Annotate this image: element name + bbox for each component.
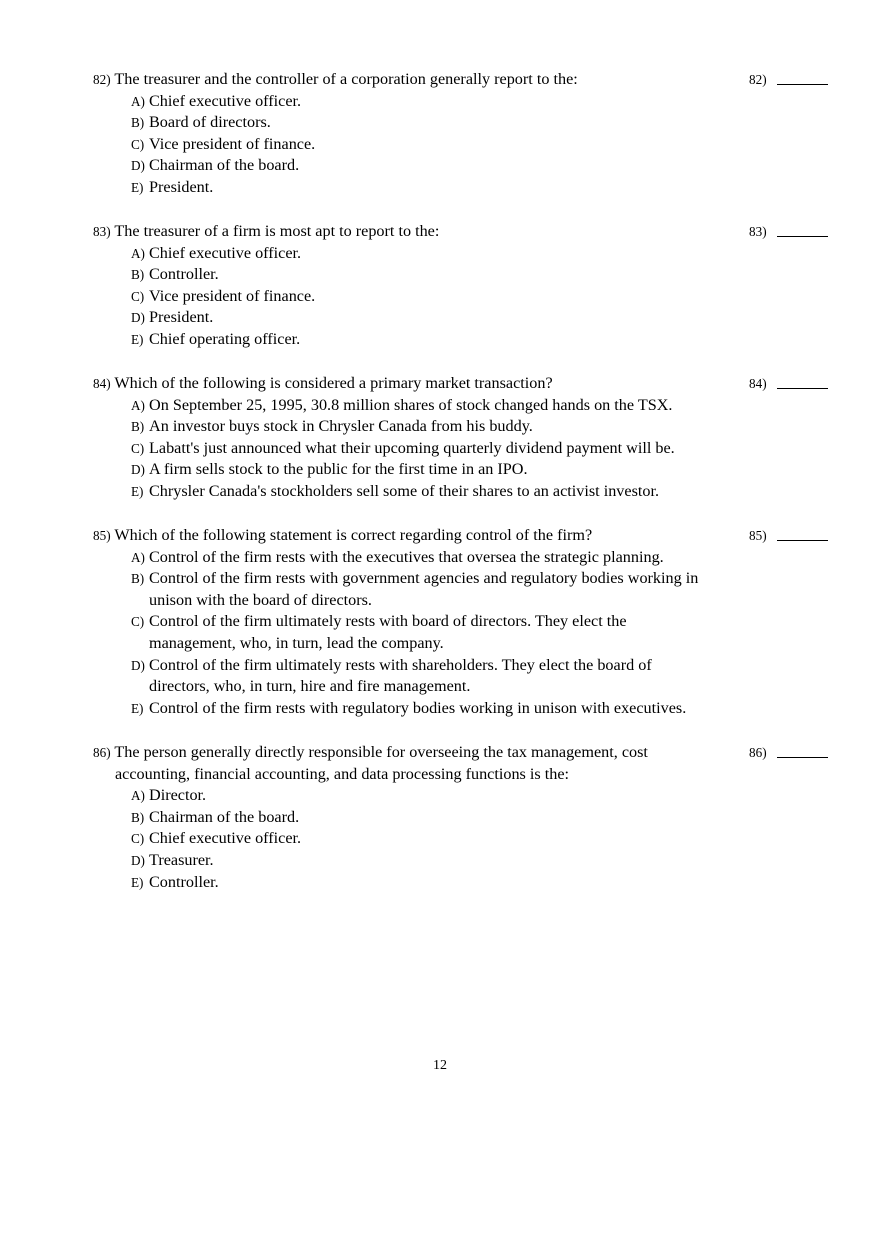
answer-blank-line[interactable] [777, 540, 828, 541]
question-number: 86) [93, 745, 111, 760]
option-d [93, 850, 769, 872]
option-letter: E) [131, 700, 144, 716]
option-letter: A) [131, 245, 145, 261]
answer-blank-line[interactable] [777, 84, 828, 85]
option-text: Control of the firm rests with government agencies and regulatory bodies working in unison with the board of directors. [149, 569, 699, 609]
option-list [93, 547, 833, 720]
option-letter: A) [131, 397, 145, 413]
answer-number: 84) [749, 376, 767, 391]
answer-number: 85) [749, 528, 767, 543]
option-letter: C) [131, 288, 145, 304]
option-letter: B) [131, 809, 145, 825]
option-letter: D) [131, 657, 145, 673]
option-c [93, 134, 769, 156]
question-text-line2: accounting, financial accounting, and data processing functions is the: [115, 764, 570, 783]
answer-slot-86 [749, 742, 829, 764]
page-number: 12 [433, 1058, 447, 1073]
option-list [93, 395, 833, 503]
option-text: A firm sells stock to the public for the first time in an IPO. [149, 460, 528, 479]
option-c [93, 611, 769, 654]
question-stem [93, 742, 723, 785]
question-text-line1: The person generally directly responsible for overseeing the tax management, cost [114, 743, 648, 761]
option-a [93, 91, 769, 113]
option-text: Control of the firm ultimately rests with board of directors. They elect the management, who, in turn, lead the company. [149, 612, 627, 652]
option-text: Chairman of the board. [149, 807, 300, 826]
question-number: 83) [93, 224, 111, 239]
answer-number: 82) [749, 72, 767, 87]
option-text: Vice president of finance. [149, 134, 316, 153]
option-text: Chief executive officer. [149, 829, 302, 848]
option-letter: E) [131, 331, 144, 347]
option-c [93, 286, 769, 308]
question-text: The treasurer and the controller of a corporation generally report to the: [114, 70, 578, 88]
option-text: Director. [149, 786, 207, 805]
option-letter: D) [131, 462, 145, 478]
option-b [93, 264, 769, 286]
option-text: Controller. [149, 872, 219, 891]
option-e [93, 481, 769, 503]
option-a [93, 547, 769, 569]
answer-blank-line[interactable] [777, 236, 828, 237]
option-letter: C) [131, 440, 145, 456]
option-letter: B) [131, 115, 145, 131]
option-text: Chairman of the board. [149, 156, 300, 175]
option-letter: D) [131, 852, 145, 868]
option-d [93, 155, 769, 177]
option-text: President. [149, 308, 214, 327]
option-e [93, 177, 769, 199]
option-text: Control of the firm rests with regulatory bodies working in unison with executives. [149, 698, 687, 717]
answer-number: 86) [749, 745, 767, 760]
option-text: Chief executive officer. [149, 243, 302, 262]
option-b [93, 112, 769, 134]
option-text: Chief executive officer. [149, 91, 302, 110]
answer-blank-line[interactable] [777, 388, 828, 389]
option-list [93, 243, 833, 351]
question-86 [93, 742, 833, 893]
option-letter: C) [131, 614, 145, 630]
option-text: Controller. [149, 265, 219, 284]
option-letter: B) [131, 571, 145, 587]
option-text: Board of directors. [149, 113, 271, 132]
option-text: On September 25, 1995, 30.8 million shares of stock changed hands on the TSX. [149, 395, 673, 414]
option-text: Chrysler Canada's stockholders sell some of their shares to an activist investor. [149, 481, 660, 500]
option-e [93, 872, 769, 894]
question-stem [93, 373, 723, 395]
question-number: 82) [93, 72, 111, 87]
option-letter: A) [131, 788, 145, 804]
question-stem [93, 221, 723, 243]
option-list [93, 91, 833, 199]
option-d [93, 655, 769, 698]
answer-number: 83) [749, 224, 767, 239]
option-text: Chief operating officer. [149, 329, 301, 348]
option-text: Control of the firm rests with the executives that oversea the strategic planning. [149, 547, 664, 566]
option-b [93, 416, 769, 438]
option-c [93, 828, 769, 850]
answer-slot-82 [749, 69, 829, 91]
option-text: Treasurer. [149, 850, 214, 869]
option-c [93, 438, 769, 460]
option-letter: B) [131, 267, 145, 283]
option-a [93, 785, 769, 807]
option-b [93, 807, 769, 829]
option-b [93, 568, 769, 611]
option-a [93, 243, 769, 265]
question-85 [93, 525, 833, 719]
question-83 [93, 221, 833, 351]
option-a [93, 395, 769, 417]
question-text: The treasurer of a firm is most apt to report to the: [114, 222, 440, 240]
question-stem [93, 525, 723, 547]
option-letter: C) [131, 831, 145, 847]
answer-slot-85 [749, 525, 829, 547]
question-82 [93, 69, 833, 199]
answer-slot-84 [749, 373, 829, 395]
answer-blank-line[interactable] [777, 757, 828, 758]
question-number: 84) [93, 376, 111, 391]
option-e [93, 698, 769, 720]
option-letter: A) [131, 549, 145, 565]
option-letter: B) [131, 419, 145, 435]
option-text: Vice president of finance. [149, 286, 316, 305]
question-text: Which of the following is considered a primary market transaction? [114, 374, 553, 392]
option-e [93, 329, 769, 351]
option-text: Labatt's just announced what their upcoming quarterly dividend payment will be. [149, 438, 675, 457]
option-text: Control of the firm ultimately rests with shareholders. They elect the board of directors, who, in turn, hire and fire management. [149, 655, 652, 696]
answer-slot-83 [749, 221, 829, 243]
option-letter: E) [131, 874, 144, 890]
question-84 [93, 373, 833, 503]
option-letter: E) [131, 179, 144, 195]
option-letter: C) [131, 136, 145, 152]
question-text: Which of the following statement is correct regarding control of the firm? [114, 526, 593, 544]
option-letter: D) [131, 158, 145, 174]
option-letter: A) [131, 93, 145, 109]
option-d [93, 459, 769, 481]
option-d [93, 307, 769, 329]
option-letter: E) [131, 483, 144, 499]
option-letter: D) [131, 310, 145, 326]
option-text: An investor buys stock in Chrysler Canada from his buddy. [149, 417, 533, 436]
question-stem [93, 69, 723, 91]
option-list [93, 785, 833, 893]
question-number: 85) [93, 528, 111, 543]
option-text: President. [149, 177, 214, 196]
